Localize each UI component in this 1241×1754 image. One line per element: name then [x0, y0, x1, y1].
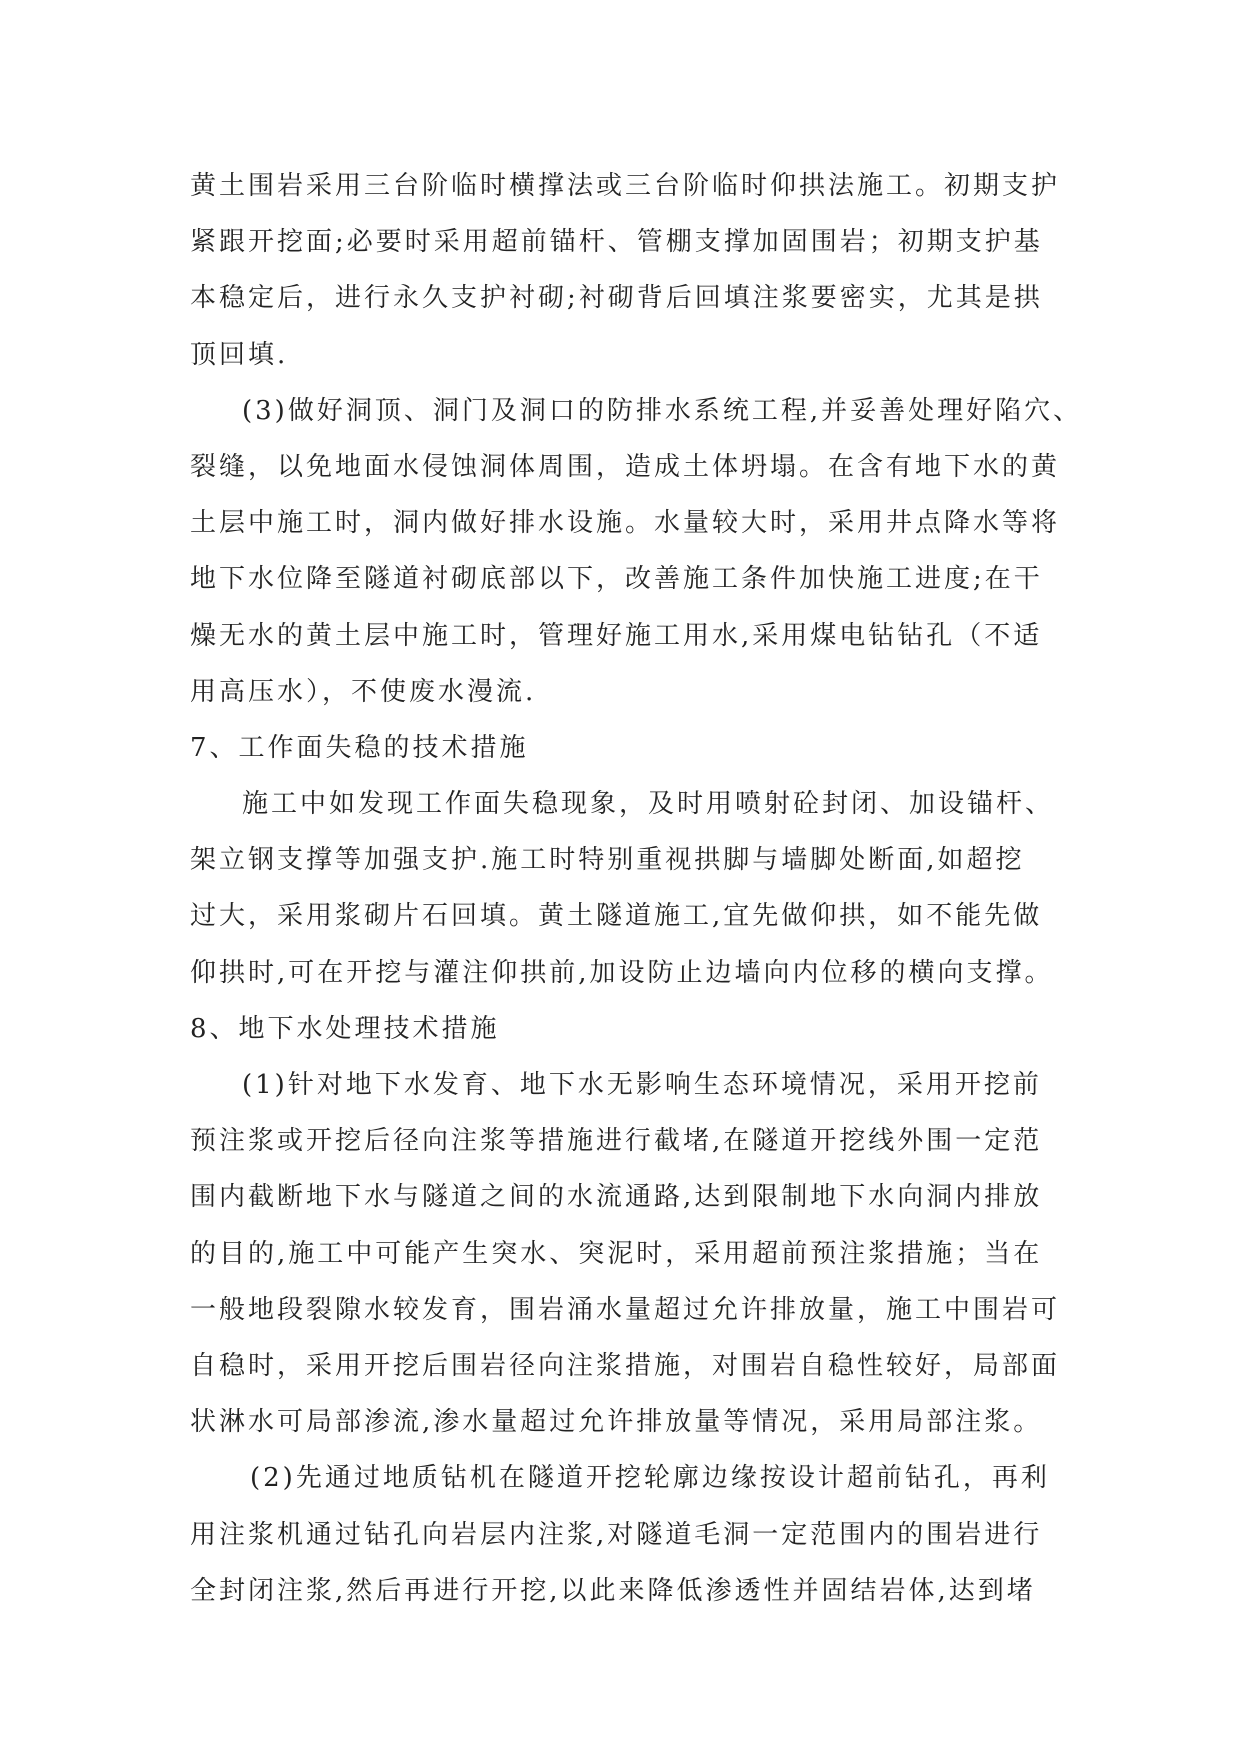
text-line: 架立钢支撑等加强支护.施工时特别重视拱脚与墙脚处断面,如超挖 [190, 845, 1025, 876]
text-line: 土层中施工时，洞内做好排水设施。水量较大时，采用井点降水等将 [190, 508, 1061, 539]
text-line: 预注浆或开挖后径向注浆等措施进行截堵,在隧道开挖线外围一定范 [190, 1126, 1043, 1157]
text-line: 地下水位降至隧道衬砌底部以下，改善施工条件加快施工进度;在干 [190, 564, 1043, 595]
paragraph-start-line: (1)针对地下水发育、地下水无影响生态环境情况，采用开挖前 [242, 1070, 1042, 1100]
text-line: 状淋水可局部渗流,渗水量超过允许排放量等情况，采用局部注浆。 [190, 1407, 1043, 1438]
text-line: 本稳定后，进行永久支护衬砌;衬砌背后回填注浆要密实，尤其是拱 [190, 283, 1043, 314]
text-line: 围内截断地下水与隧道之间的水流通路,达到限制地下水向洞内排放 [190, 1182, 1043, 1213]
text-line: 顶回填. [190, 339, 289, 370]
paragraph-start-line: (2)先通过地质钻机在隧道开挖轮廓边缘按设计超前钻孔，再利 [250, 1463, 1050, 1494]
paragraph-start-line: 施工中如发现工作面失稳现象，及时用喷射砼封闭、加设锚杆、 [242, 789, 1055, 820]
text-line: 仰拱时,可在开挖与灌注仰拱前,加设防止边墙向内位移的横向支撑。 [190, 957, 1054, 988]
document-body [190, 158, 1083, 1619]
text-line: 裂缝，以免地面水侵蚀洞体周围，造成土体坍塌。在含有地下水的黄 [190, 451, 1061, 482]
text-line: 自稳时，采用开挖后围岩径向注浆措施，对围岩自稳性较好，局部面 [190, 1350, 1061, 1381]
text-line: 用高压水），不使废水漫流. [190, 676, 537, 707]
paragraph-start-line: (3)做好洞顶、洞门及洞口的防排水系统工程,并妥善处理好陷穴、 [242, 395, 1083, 426]
text-line: 紧跟开挖面;必要时采用超前锚杆、管棚支撑加固围岩；初期支护基 [190, 227, 1043, 258]
text-line: 用注浆机通过钻孔向岩层内注浆,对隧道毛洞一定范围内的围岩进行 [190, 1519, 1043, 1550]
text-line: 的目的,施工中可能产生突水、突泥时，采用超前预注浆措施；当在 [190, 1238, 1043, 1269]
section-heading-8: 8、地下水处理技术措施 [190, 1013, 500, 1044]
text-line: 过大，采用浆砌片石回填。黄土隧道施工,宜先做仰拱，如不能先做 [190, 901, 1043, 932]
text-line: 燥无水的黄土层中施工时，管理好施工用水,采用煤电钻钻孔（不适 [190, 620, 1043, 651]
text-line: 全封闭注浆,然后再进行开挖,以此来降低渗透性并固结岩体,达到堵 [190, 1575, 1036, 1606]
text-line: 一般地段裂隙水较发育，围岩涌水量超过允许排放量，施工中围岩可 [190, 1294, 1061, 1325]
section-heading-7: 7、工作面失稳的技术措施 [190, 732, 529, 763]
text-line: 黄土围岩采用三台阶临时横撑法或三台阶临时仰拱法施工。初期支护 [190, 171, 1061, 201]
